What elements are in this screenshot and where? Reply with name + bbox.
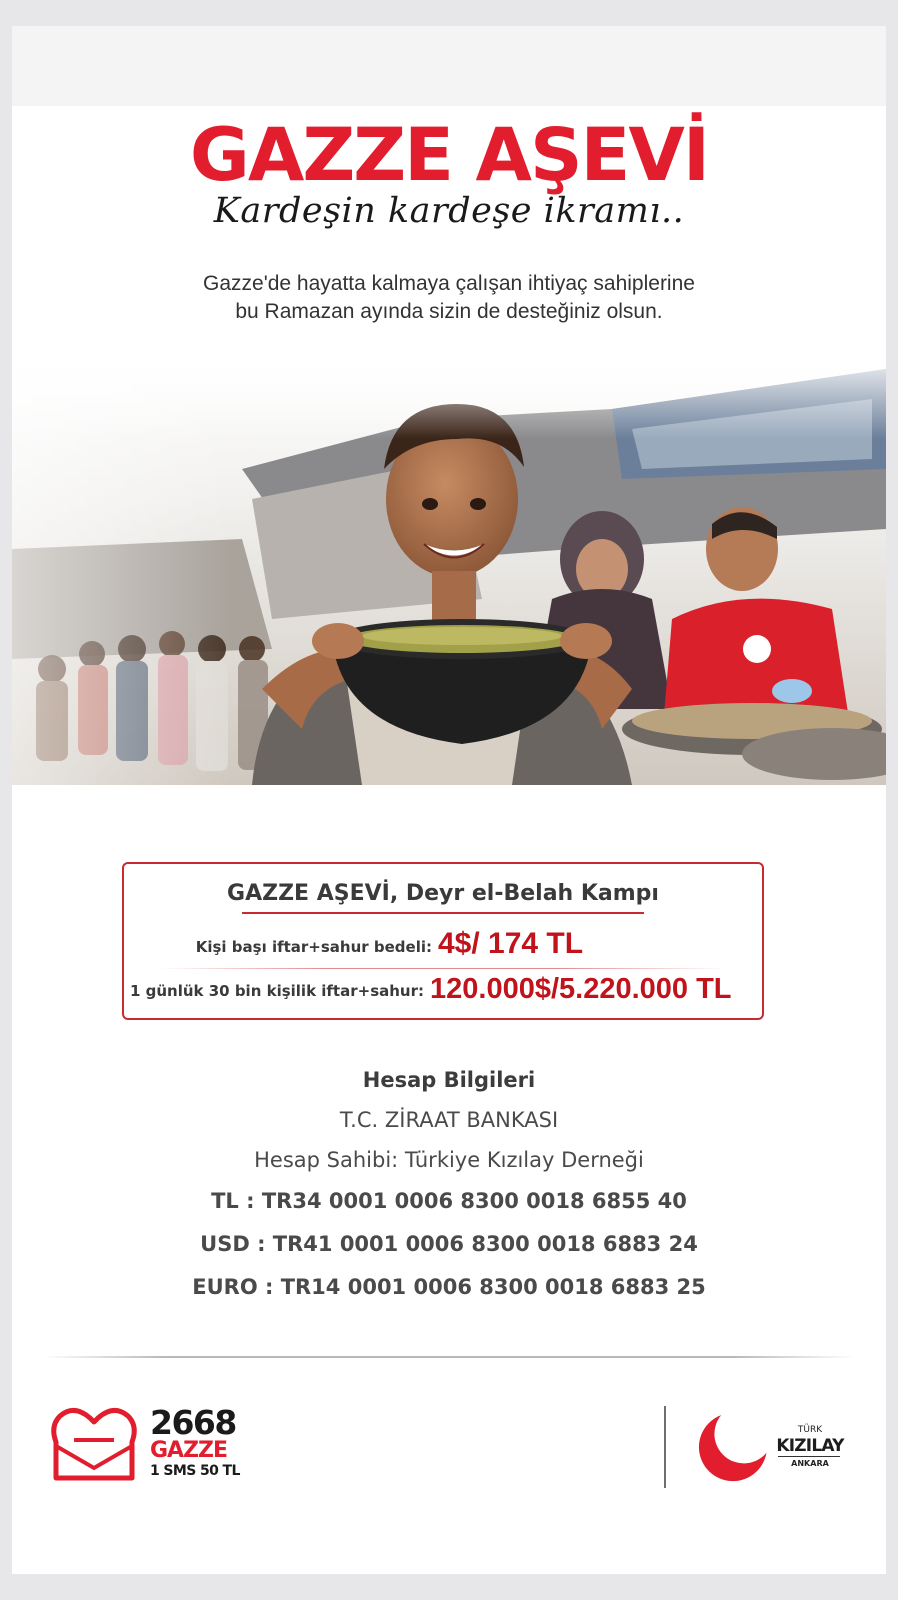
- crescent-icon: [692, 1410, 768, 1486]
- price-box-title-underline: [242, 912, 644, 914]
- price-box-divider: [160, 968, 726, 969]
- intro-line-1: Gazze'de hayatta kalmaya çalışan ihtiyaç sahiplerine: [203, 272, 695, 295]
- daily-total-label: 1 günlük 30 bin kişilik iftar+sahur:: [129, 982, 424, 1000]
- tagline: Kardeşin kardeşe ikramı..: [213, 191, 685, 231]
- sms-number: 2668: [150, 1403, 236, 1442]
- org-prefix: TÜRK: [797, 1425, 823, 1435]
- top-band: [12, 26, 886, 106]
- per-person-label: Kişi başı iftar+sahur bedeli:: [195, 938, 432, 956]
- daily-total-value: 120.000$/5.220.000 TL: [430, 973, 732, 1005]
- per-person-value: 4$/ 174 TL: [438, 927, 584, 960]
- account-heading: Hesap Bilgileri: [362, 1068, 536, 1092]
- intro-line-2: bu Ramazan ayında sizin de desteğiniz olsun.: [235, 300, 663, 323]
- footer-divider: [42, 1356, 856, 1358]
- iban-tl: TL : TR34 0001 0006 8300 0018 6855 40: [211, 1189, 687, 1213]
- page-title: GAZZE AŞEVİ: [189, 113, 709, 198]
- price-box-title: GAZZE AŞEVİ, Deyr el-Belah Kampı: [227, 881, 659, 906]
- heart-envelope-icon: [50, 1406, 140, 1482]
- iban-euro: EURO : TR14 0001 0006 8300 0018 6883 25: [192, 1275, 706, 1299]
- bank-name: T.C. ZİRAAT BANKASI: [339, 1108, 559, 1132]
- iban-usd: USD : TR41 0001 0006 8300 0018 6883 24: [200, 1232, 698, 1256]
- org-name: KIZILAY: [776, 1436, 844, 1456]
- price-box: [122, 862, 764, 1020]
- org-city: ANKARA: [791, 1459, 829, 1468]
- org-rule: [778, 1456, 840, 1457]
- poster-card: [12, 26, 886, 1574]
- sms-price: 1 SMS 50 TL: [150, 1463, 240, 1479]
- hero-photo: [12, 349, 886, 785]
- account-owner: Hesap Sahibi: Türkiye Kızılay Derneği: [254, 1148, 644, 1172]
- sms-keyword: GAZZE: [150, 1438, 228, 1463]
- footer-separator: [664, 1406, 666, 1488]
- intro-text: [12, 270, 886, 326]
